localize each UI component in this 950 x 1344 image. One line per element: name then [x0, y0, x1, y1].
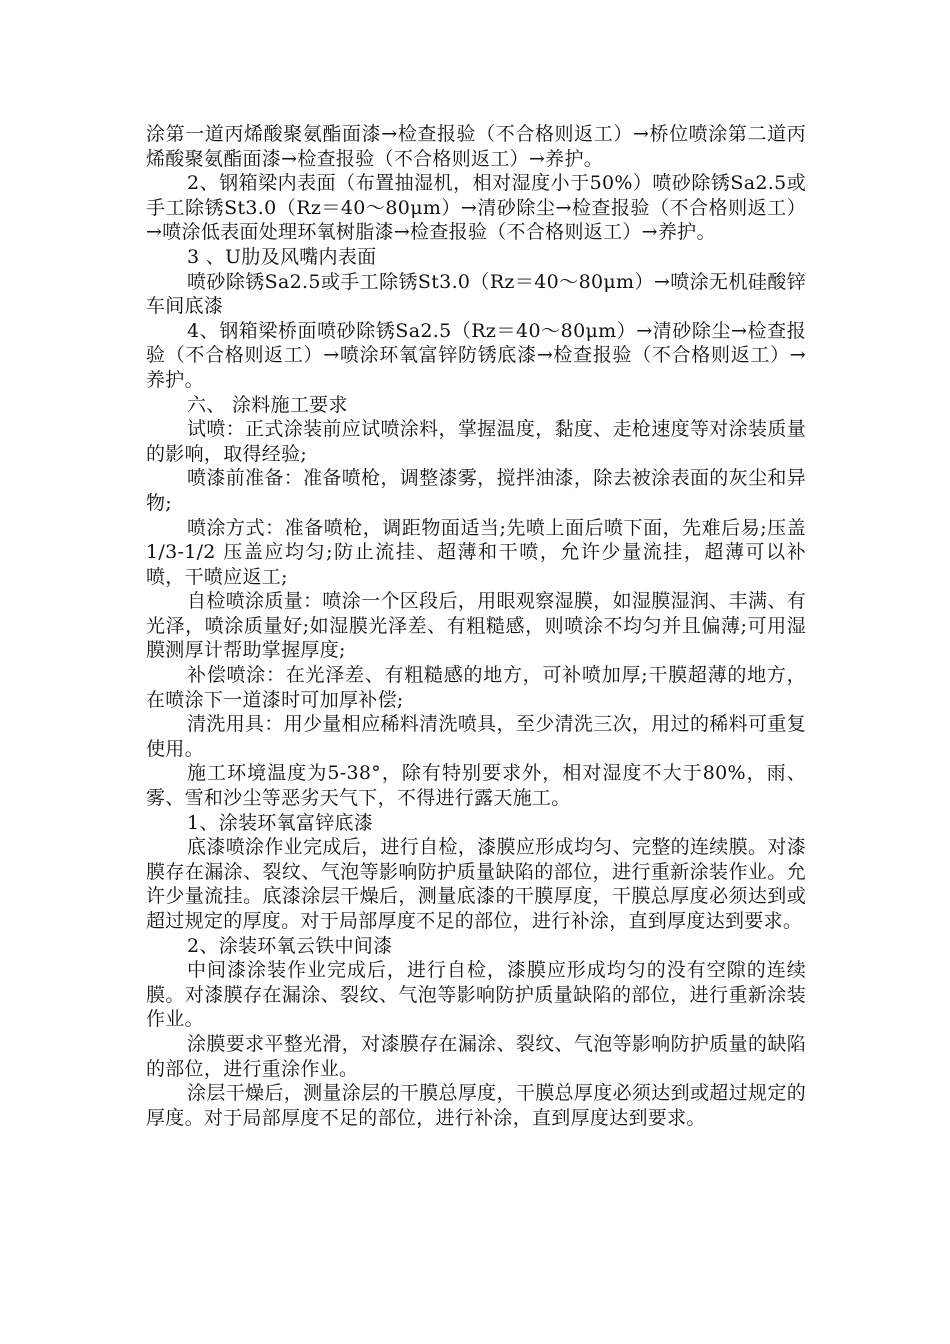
paragraph-spray-preparation: 喷漆前准备：准备喷枪，调整漆雾，搅拌油漆，除去被涂表面的灰尘和异物; [146, 467, 806, 514]
document-body [146, 122, 806, 1130]
paragraph-self-inspection: 自检喷涂质量：喷涂一个区段后，用眼观察湿膜，如湿膜湿润、丰满、有光泽，喷涂质量好;如湿膜光泽差、有粗糙感，则喷涂不均匀并且偏薄;可用湿膜测厚计帮助掌握厚度; [146, 590, 806, 662]
section-heading-coating-requirements: 六、 涂料施工要求 [187, 393, 348, 416]
paragraph-intermediate-inspection: 中间漆涂装作业完成后，进行自检，漆膜应形成均匀的没有空隙的连续膜。对漆膜存在漏涂、裂纹、气泡等影响防护质量缺陷的部位，进行重新涂装作业。 [146, 959, 806, 1031]
heading-zinc-primer: 1、涂装环氧富锌底漆 [187, 811, 374, 834]
paragraph-cleaning-tools: 清洗用具：用少量相应稀料清洗喷具，至少清洗三次，用过的稀料可重复使用。 [146, 713, 806, 760]
paragraph-trial-spray: 试喷：正式涂装前应试喷涂料，掌握温度，黏度、走枪速度等对涂装质量的影响，取得经验; [146, 418, 806, 465]
heading-mio-intermediate: 2、涂装环氧云铁中间漆 [187, 934, 393, 957]
paragraph-continuation: 涂第一道丙烯酸聚氨酯面漆→检查报验（不合格则返工）→桥位喷涂第二道丙烯酸聚氨酯面漆→检查报验（不合格则返工）→养护。 [146, 123, 806, 170]
paragraph-deck-surface: 4、钢箱梁桥面喷砂除锈Sa2.5（Rz＝40～80μm）→清砂除尘→检查报验（不合格则返工）→喷涂环氧富锌防锈底漆→检查报验（不合格则返工）→养护。 [146, 319, 806, 391]
heading-u-rib: 3 、U肋及风嘴内表面 [187, 245, 377, 268]
paragraph-box-girder-interior: 2、钢箱梁内表面（布置抽湿机，相对湿度小于50%）喷砂除锈Sa2.5或手工除锈St3.0（Rz＝40～80μm）→清砂除尘→检查报验（不合格则返工）→喷涂低表面处理环氧树脂漆→检查报验（不合格则返工）→养护。 [146, 172, 806, 244]
paragraph-film-smoothness: 涂膜要求平整光滑，对漆膜存在漏涂、裂纹、气泡等影响防护质量的缺陷的部位，进行重涂作业。 [146, 1032, 806, 1080]
paragraph-dry-film-thickness: 涂层干燥后，测量涂层的干膜总厚度，干膜总厚度必须达到或超过规定的厚度。对于局部厚度不足的部位，进行补涂，直到厚度达到要求。 [146, 1082, 806, 1129]
paragraph-u-rib-process: 喷砂除锈Sa2.5或手工除锈St3.0（Rz＝40～80μm）→喷涂无机硅酸锌车间底漆 [146, 270, 806, 318]
paragraph-spray-method: 喷涂方式：准备喷枪，调距物面适当;先喷上面后喷下面，先难后易;压盖1/3-1/2 压盖应均匀;防止流挂、超薄和干喷，允许少量流挂，超薄可以补喷，干喷应返工; [146, 516, 806, 588]
paragraph-zinc-primer: 底漆喷涂作业完成后，进行自检，漆膜应形成均匀、完整的连续膜。对漆膜存在漏涂、裂纹、气泡等影响防护质量缺陷的部位，进行重新涂装作业。允许少量流挂。底漆涂层干燥后，测量底漆的干膜厚度，干膜总厚度必须达到或超过规定的厚度。对于局部厚度不足的部位，进行补涂，直到厚度达到要求。 [146, 836, 806, 932]
paragraph-environment: 施工环境温度为5-38°，除有特别要求外，相对湿度不大于80%，雨、雾、雪和沙尘等恶劣天气下，不得进行露天施工。 [146, 762, 806, 810]
paragraph-compensation-spray: 补偿喷涂：在光泽差、有粗糙感的地方，可补喷加厚;干膜超薄的地方，在喷涂下一道漆时可加厚补偿; [146, 664, 806, 711]
